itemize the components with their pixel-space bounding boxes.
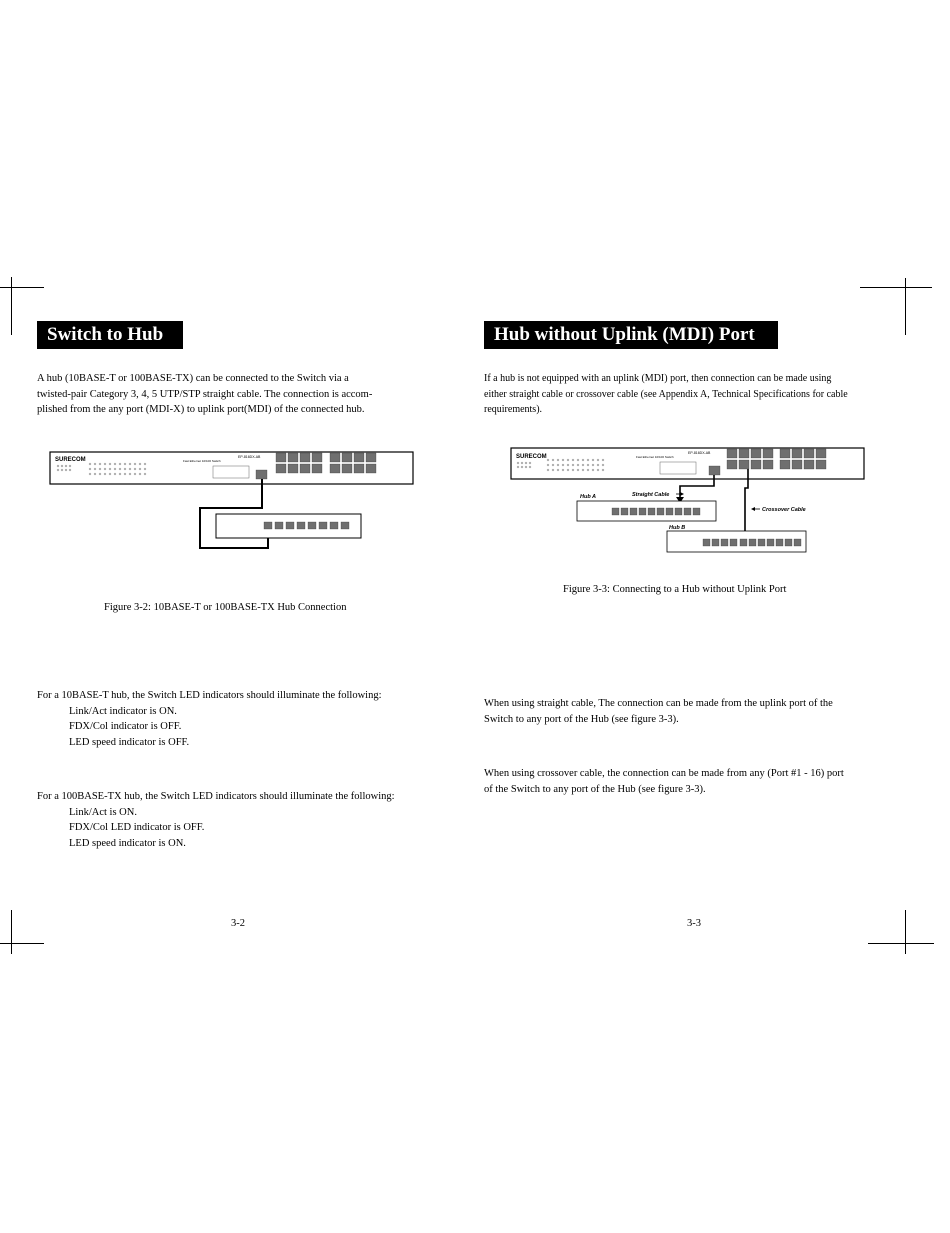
- switch-brand: SURECOM: [55, 457, 86, 463]
- straight-label-arrowhead: [680, 492, 684, 496]
- crop-mark-br-v: [905, 910, 906, 954]
- switch-uplink-port: [256, 470, 267, 479]
- led-100base-tx-block: [37, 789, 395, 851]
- hub-b-label: Hub B: [669, 525, 686, 531]
- crossover-cable: [745, 469, 748, 541]
- intro-paragraph: [484, 371, 848, 418]
- list-item: Link/Act indicator is ON.: [69, 705, 177, 717]
- switch-brand: SURECOM: [516, 454, 547, 460]
- crop-mark-bl-v: [11, 910, 12, 954]
- page-number: 3-2: [231, 918, 245, 929]
- crop-mark-bl-h: [0, 943, 44, 944]
- crop-mark-tr-h: [860, 287, 932, 288]
- text-line: of the Switch to any port of the Hub (see figure 3-3).: [484, 783, 706, 795]
- switch-subtitle: Fast Ethernet 10/100 Switch: [636, 455, 674, 459]
- list-item: LED speed indicator is OFF.: [69, 736, 190, 748]
- switch-uplink-port: [709, 466, 720, 475]
- text-line: For a 10BASE-T hub, the Switch LED indicators should illuminate the following:: [37, 690, 382, 701]
- crop-mark-tr-v: [905, 278, 906, 335]
- section-heading: Switch to Hub: [37, 321, 183, 349]
- crossover-cable-paragraph: [484, 766, 844, 797]
- hub-b-ports: [703, 539, 801, 546]
- crop-mark-br-h: [868, 943, 934, 944]
- text-line: For a 100BASE-TX hub, the Switch LED indicators should illuminate the following:: [37, 791, 395, 802]
- hub-a-label: Hub A: [580, 494, 596, 500]
- text-line: plished from the any port (MDI-X) to uplink port(MDI) of the connected hub.: [37, 404, 365, 415]
- text-line: Switch to any port of the Hub (see figure 3-3).: [484, 713, 679, 725]
- crossover-cable-label: Crossover Cable: [762, 507, 806, 513]
- list-item: FDX/Col LED indicator is OFF.: [69, 822, 205, 833]
- text-line: requirements).: [484, 404, 543, 415]
- figure-caption: Figure 3-2: 10BASE-T or 100BASE-TX Hub Connection: [104, 602, 347, 613]
- text-line: either straight cable or crossover cable (see Appendix A, Technical Specifications for cable: [484, 388, 848, 400]
- hub-without-uplink-diagram: [508, 444, 868, 556]
- straight-cable-paragraph: [484, 696, 833, 727]
- page-number: 3-3: [687, 918, 701, 929]
- led-10base-t-block: [37, 688, 382, 750]
- list-item: Link/Act is ON.: [69, 806, 137, 818]
- crop-mark-tl-h: [0, 287, 44, 288]
- straight-cable-label: Straight Cable: [632, 492, 670, 498]
- crop-mark-tl-v: [11, 277, 12, 335]
- hub-connection-diagram: [48, 448, 418, 552]
- text-line: When using crossover cable, the connection can be made from any (Port #1 - 16) port: [484, 768, 844, 779]
- figure-caption: Figure 3-3: Connecting to a Hub without Uplink Port: [563, 584, 787, 595]
- text-line: When using straight cable, The connection can be made from the uplink port of the: [484, 698, 833, 709]
- section-heading: Hub without Uplink (MDI) Port: [484, 321, 778, 349]
- intro-paragraph: [37, 371, 372, 418]
- text-line: If a hub is not equipped with an uplink (MDI) port, then connection can be made using: [484, 373, 832, 384]
- switch-model: EP-816DX-AB: [688, 451, 711, 455]
- text-line: A hub (10BASE-T or 100BASE-TX) can be connected to the Switch via a: [37, 373, 349, 384]
- text-line: twisted-pair Category 3, 4, 5 UTP/STP straight cable. The connection is accom-: [37, 388, 373, 400]
- switch-subtitle: Fast Ethernet 10/100 Switch: [183, 459, 221, 463]
- list-item: LED speed indicator is ON.: [69, 837, 186, 849]
- list-item: FDX/Col indicator is OFF.: [69, 721, 182, 732]
- crossover-label-arrowhead: [751, 507, 755, 511]
- switch-model: EP-816DX-AB: [238, 455, 261, 459]
